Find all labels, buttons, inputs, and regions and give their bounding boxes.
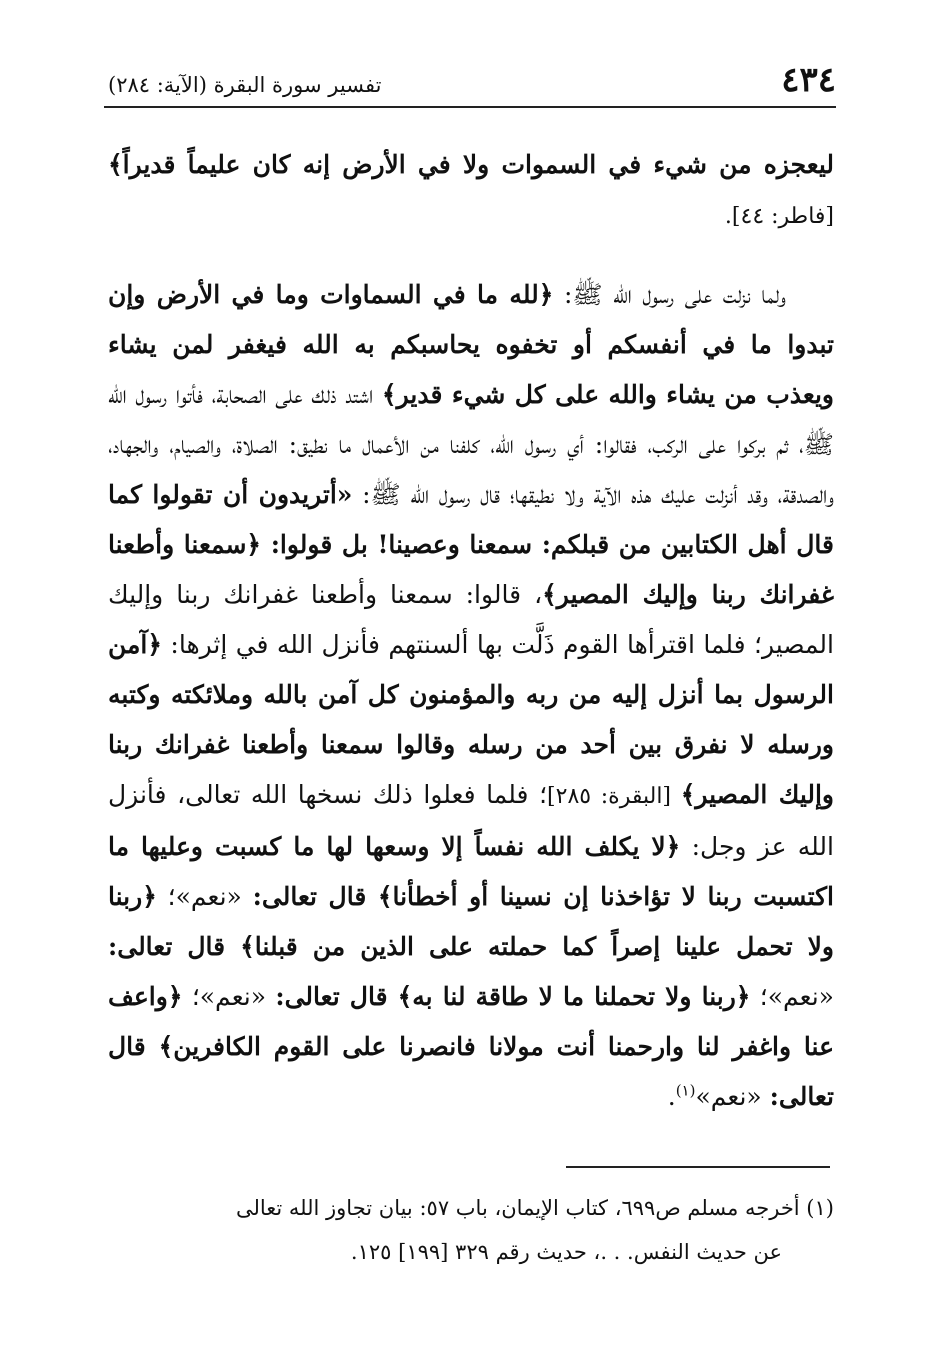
footnote-line: عن حديث النفس. . .، حديث رقم ٣٢٩ [١٩٩] ١٢٥.	[350, 1240, 782, 1264]
quran-quote: ﴿ربنا ولا تحمل علينا إصراً كما حملته على الذين من قبلنا﴾ قال تعالى:	[108, 882, 834, 961]
narration-text: اشتد ذلك على الصحابة، فأتوا رسول الله ﷺ، ثم بركوا على الركب، فقالوا: أي رسول الله، كلفنا من الأعمال ما نطيق: الصلاة، والصيام، والجهاد، والصدقة، وقد أنزلت عليك هذه الآية ولا نطيقها؛ قال رسول الله ﷺ:	[108, 380, 834, 509]
continuation-paragraph	[108, 140, 834, 242]
main-text	[108, 140, 834, 1122]
narration-text: «نعم»	[695, 1082, 770, 1111]
quran-quote: ﴿لا يكلف الله نفساً إلا وسعها لها ما كسبت وعليها ما اكتسبت ربنا لا تؤاخذنا إن نسينا أو أخطأنا﴾ قال تعالى:	[108, 832, 834, 911]
running-title: تفسير سورة البقرة (الآية: ٢٨٤)	[108, 73, 382, 97]
footnote-divider	[566, 1166, 830, 1168]
prophet-quote: «أتريدون أن تقولوا كما قال أهل الكتابين من قبلكم: سمعنا وعصينا! بل قولوا: ﴿سمعنا وأطعنا غفرانك ربنا وإليك المصير﴾	[108, 480, 834, 609]
page-header	[104, 58, 836, 108]
verse-continuation: ليعجزه من شيء في السموات ولا في الأرض إنه كان عليماً قديراً﴾	[108, 150, 834, 179]
quran-quote: ﴿ربنا ولا تحملنا ما لا طاقة لنا به﴾ قال تعالى:	[275, 982, 751, 1011]
sentence-end: .	[667, 1082, 676, 1111]
quran-quote: ﴿آمن الرسول بما أنزل إليه من ربه والمؤمنون كل آمن بالله وملائكته وكتبه ورسله لا نفرق بين أحد من رسله وقالوا سمعنا وأطعنا غفرانك ربنا وإليك المصير﴾	[108, 630, 835, 809]
narration-text: «نعم»؛	[750, 982, 834, 1011]
narration-text: «نعم»؛	[182, 982, 276, 1011]
narration-text: «نعم»؛	[156, 882, 253, 911]
verse-reference: [فاطر: ٤٤].	[724, 204, 834, 229]
footnote	[108, 1186, 834, 1274]
page-number: ٤٣٤	[781, 60, 836, 100]
verse-reference: [البقرة: ٢٨٥]	[547, 784, 681, 809]
quran-quote: ﴿واعف عنا واغفر لنا وارحمنا أنت مولانا فانصرنا على القوم الكافرين﴾ قال تعالى:	[108, 982, 834, 1111]
footnote-line: (١) أخرجه مسلم ص٦٩٩، كتاب الإيمان، باب ٥٧: بيان تجاوز الله تعالى	[235, 1196, 834, 1220]
narration-text: ؛ فلما فعلوا ذلك نسخها الله تعالى، فأنزل الله عز وجل:	[108, 780, 834, 861]
hadith-paragraph	[108, 270, 834, 1122]
footnote-marker[interactable]: (١)	[675, 1081, 696, 1100]
narration-text: ، قالوا: سمعنا وأطعنا غفرانك ربنا وإليك المصير؛ فلما اقترأها القوم ذَلَّت بها ألسنتهم فأنزل الله في إثرها:	[108, 580, 834, 659]
narration-text: ولما نزلت على رسول الله ﷺ:	[553, 280, 786, 309]
quran-quote: ﴿لله ما في السماوات وما في الأرض وإن تبدوا ما في أنفسكم أو تخفوه يحاسبكم به الله فيغفر لمن يشاء ويعذب من يشاء والله على كل شيء قدير﴾	[108, 280, 834, 409]
